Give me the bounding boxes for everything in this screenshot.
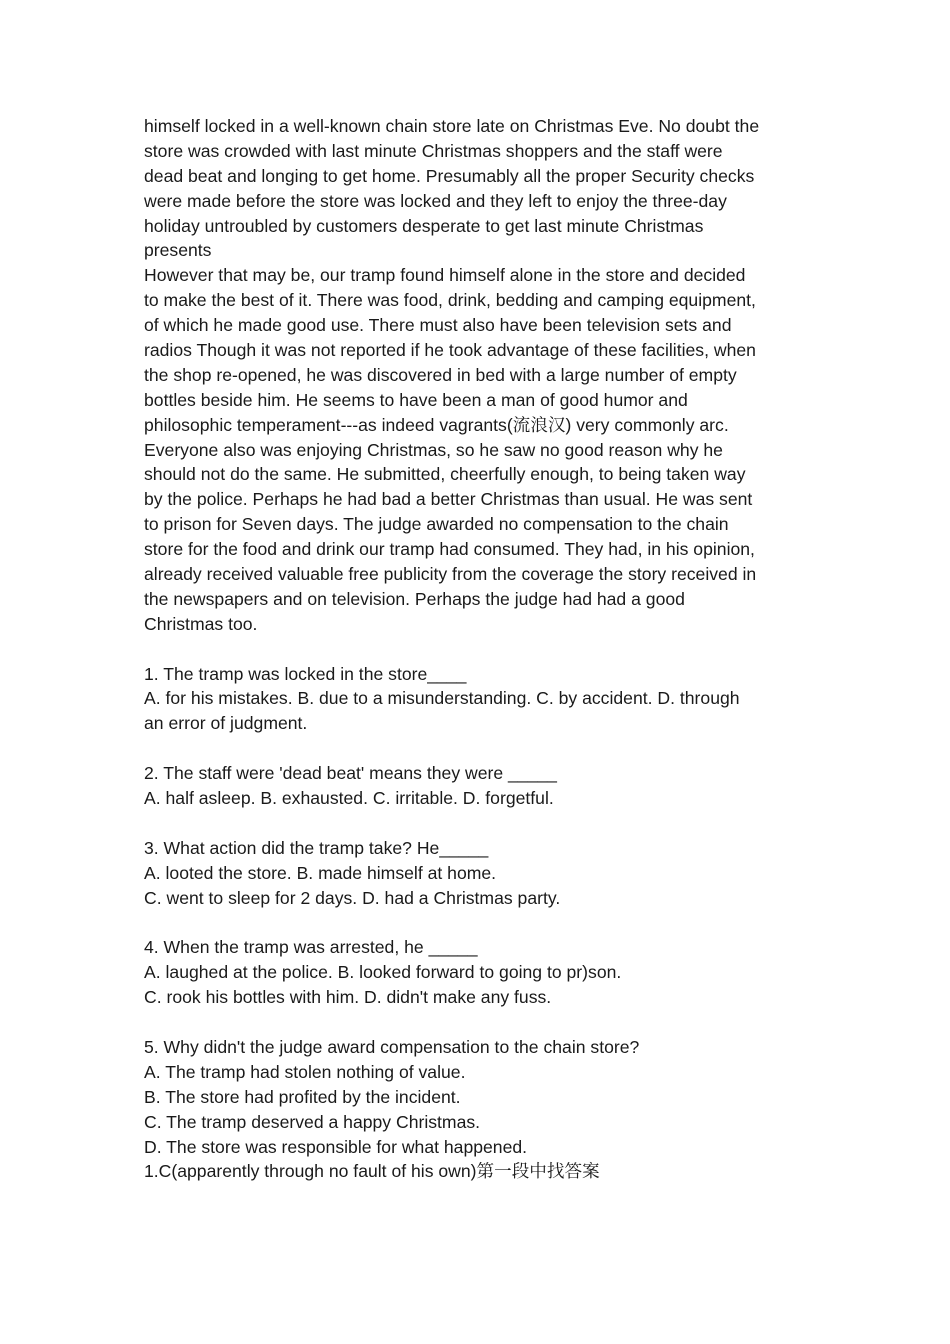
passage-line: already received valuable free publicity from the coverage the story received in <box>144 564 757 585</box>
spacer <box>144 811 824 836</box>
question-options: C. The tramp deserved a happy Christmas. <box>144 1111 481 1132</box>
passage-line: presents <box>144 240 212 261</box>
passage-line: Everyone also was enjoying Christmas, so he saw no good reason why he <box>144 439 723 460</box>
passage-line: dead beat and longing to get home. Presumably all the proper Security checks <box>144 165 755 186</box>
passage-line: of which he made good use. There must also have been television sets and <box>144 315 732 336</box>
question-options: C. went to sleep for 2 days. D. had a Christmas party. <box>144 887 561 908</box>
question-2 <box>144 761 824 811</box>
answer-key: 1.C(apparently through no fault of his own)第一段中找答案 <box>144 1161 600 1182</box>
question-stem: 1. The tramp was locked in the store____ <box>144 663 467 684</box>
passage-line: himself locked in a well-known chain store late on Christmas Eve. No doubt the <box>144 116 760 136</box>
document-page <box>144 114 824 1184</box>
spacer <box>144 1010 824 1035</box>
question-options: C. rook his bottles with him. D. didn't make any fuss. <box>144 987 552 1008</box>
passage-line: store was crowded with last minute Christmas shoppers and the staff were <box>144 140 723 161</box>
passage-line: radios Though it was not reported if he took advantage of these facilities, when <box>144 340 756 361</box>
question-options: an error of judgment. <box>144 713 308 734</box>
passage <box>144 114 824 637</box>
passage-line: by the police. Perhaps he had bad a better Christmas than usual. He was sent <box>144 489 753 510</box>
spacer <box>144 911 824 936</box>
question-5 <box>144 1035 824 1184</box>
spacer <box>144 736 824 761</box>
question-stem: 5. Why didn't the judge award compensation to the chain store? <box>144 1036 640 1057</box>
question-1 <box>144 662 824 737</box>
passage-line: the shop re-opened, he was discovered in bed with a large number of empty <box>144 364 737 385</box>
passage-line: holiday untroubled by customers desperate to get last minute Christmas <box>144 215 704 236</box>
question-options: D. The store was responsible for what happened. <box>144 1136 528 1157</box>
passage-line: bottles beside him. He seems to have been a man of good humor and <box>144 389 688 410</box>
question-4 <box>144 935 824 1010</box>
question-options: A. for his mistakes. B. due to a misunderstanding. C. by accident. D. through <box>144 688 740 709</box>
spacer <box>144 637 824 662</box>
passage-line: store for the food and drink our tramp had consumed. They had, in his opinion, <box>144 539 755 560</box>
passage-line: to prison for Seven days. The judge awarded no compensation to the chain <box>144 514 729 535</box>
question-stem: 4. When the tramp was arrested, he _____ <box>144 937 478 958</box>
passage-line: were made before the store was locked and they left to enjoy the three-day <box>144 190 727 211</box>
question-stem: 2. The staff were 'dead beat' means they were _____ <box>144 763 557 784</box>
passage-line: should not do the same. He submitted, cheerfully enough, to being taken way <box>144 464 746 485</box>
passage-line: However that may be, our tramp found himself alone in the store and decided <box>144 265 746 286</box>
passage-line: the newspapers and on television. Perhaps the judge had had a good <box>144 588 685 609</box>
passage-line: philosophic temperament---as indeed vagrants(流浪汉) very commonly arc. <box>144 414 729 435</box>
passage-line: Christmas too. <box>144 613 258 634</box>
question-3 <box>144 836 824 911</box>
question-options: A. The tramp had stolen nothing of value. <box>144 1061 466 1082</box>
question-options: A. half asleep. B. exhausted. C. irritable. D. forgetful. <box>144 788 554 809</box>
question-options: A. laughed at the police. B. looked forward to going to pr)son. <box>144 962 622 983</box>
question-stem: 3. What action did the tramp take? He_____ <box>144 837 489 858</box>
question-options: A. looted the store. B. made himself at home. <box>144 862 497 883</box>
question-options: B. The store had profited by the incident. <box>144 1086 461 1107</box>
passage-line: to make the best of it. There was food, drink, bedding and camping equipment, <box>144 290 756 311</box>
